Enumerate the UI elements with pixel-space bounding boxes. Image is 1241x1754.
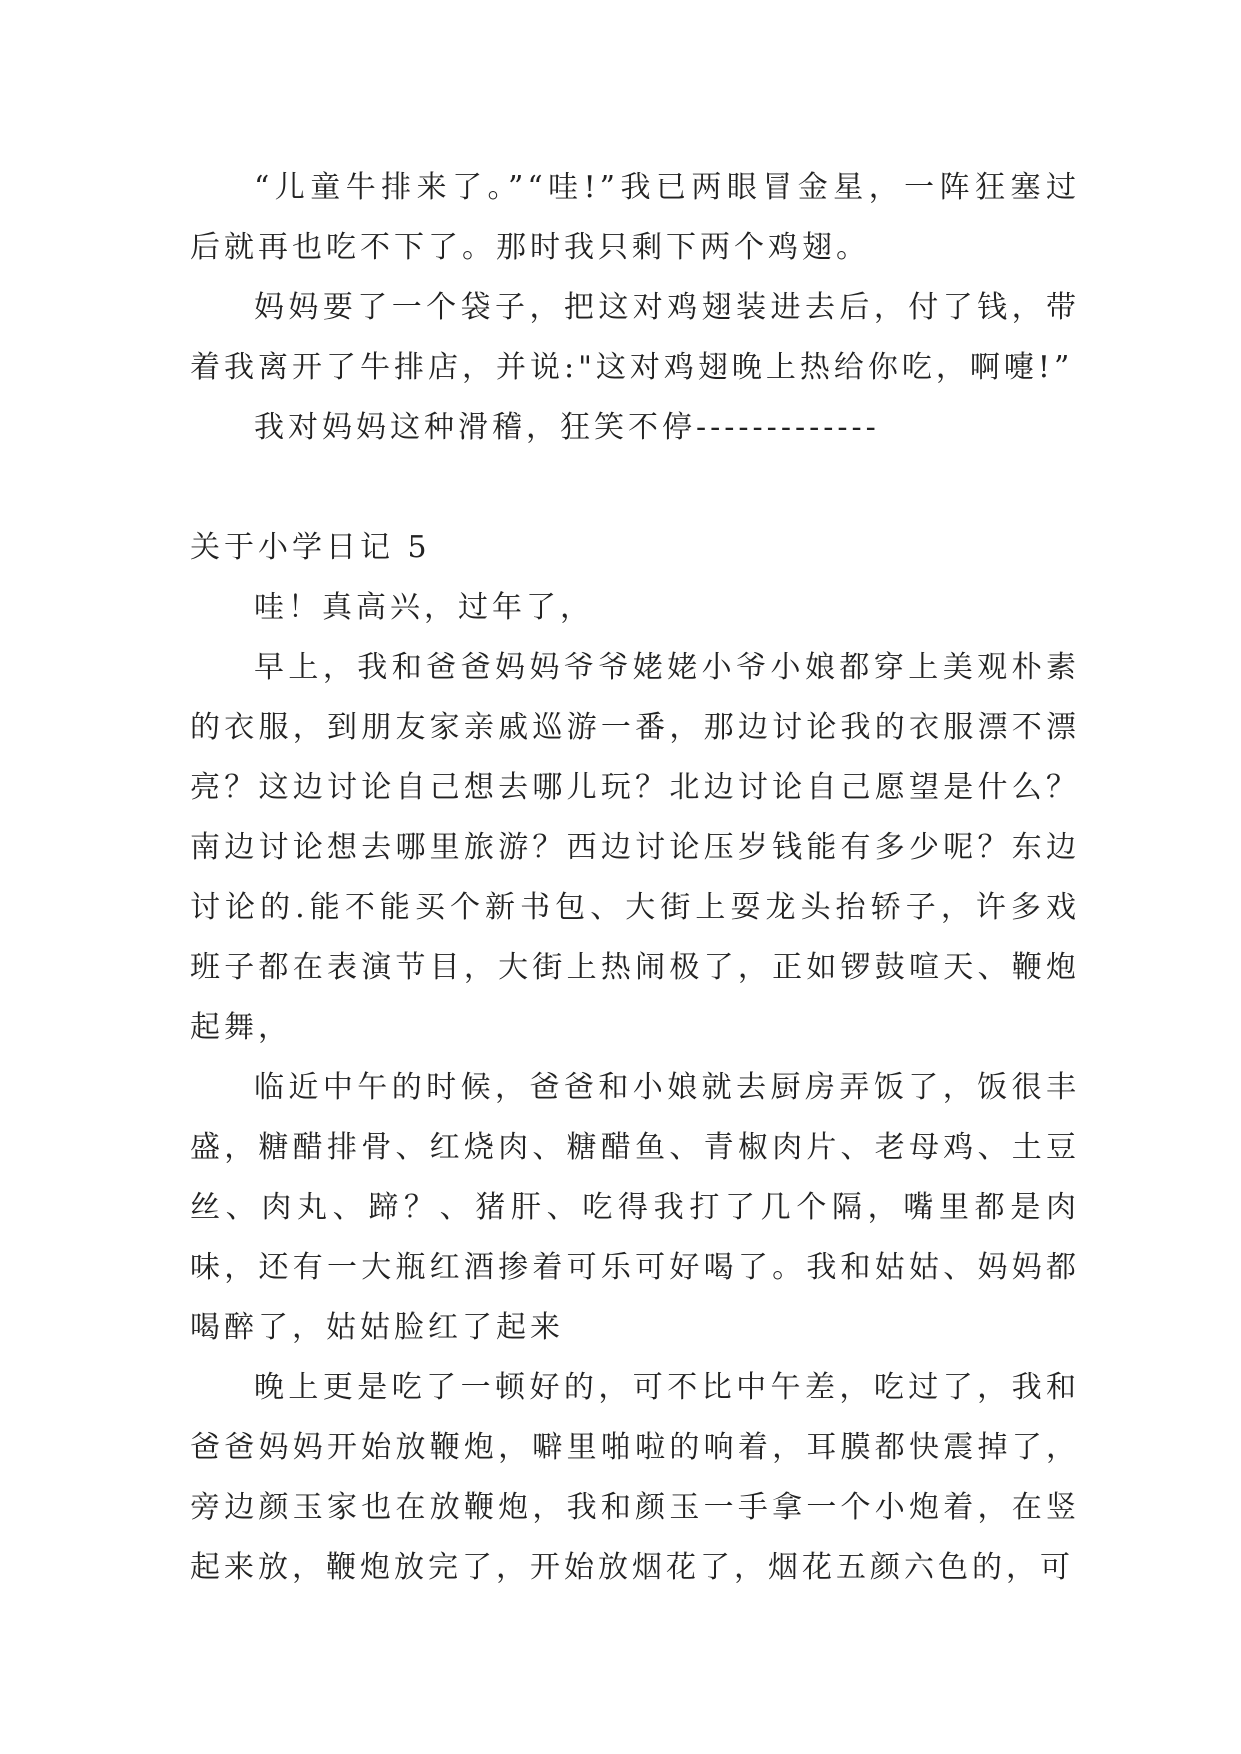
paragraph-top-3: 我对妈妈这种滑稽，狂笑不停------------- xyxy=(254,410,880,445)
paragraph-top-1: “儿童牛排来了。”“哇!”我已两眼冒金星，一阵狂塞过后就再也吃不下了。那时我只剩下两个鸡翅。 xyxy=(190,170,1080,265)
paragraph-section-1: 哇！真高兴，过年了， xyxy=(254,590,594,625)
paragraph-top-2: 妈妈要了一个袋子，把这对鸡翅装进去后，付了钱，带着我离开了牛排店，并说:"这对鸡翅晚上热给你吃，啊嚏!” xyxy=(190,290,1080,385)
document-body xyxy=(190,158,1080,1598)
paragraph-section-4: 晚上更是吃了一顿好的，可不比中午差，吃过了，我和爸爸妈妈开始放鞭炮，噼里啪啦的响着，耳膜都快震掉了，旁边颜玉家也在放鞭炮，我和颜玉一手拿一个小炮着，在竖起来放，鞭炮放完了，开始放烟花了，烟花五颜六色的，可 xyxy=(190,1370,1080,1585)
section-title: 关于小学日记 5 xyxy=(190,530,431,565)
paragraph-section-2: 早上，我和爸爸妈妈爷爷姥姥小爷小娘都穿上美观朴素的衣服，到朋友家亲戚巡游一番，那边讨论我的衣服漂不漂亮？这边讨论自己想去哪儿玩？北边讨论自己愿望是什么？南边讨论想去哪里旅游？西边讨论压岁钱能有多少呢？东边讨论的.能不能买个新书包、大街上耍龙头抬轿子，许多戏班子都在表演节目，大街上热闹极了，正如锣鼓喧天、鞭炮起舞， xyxy=(190,650,1080,1045)
paragraph-section-3: 临近中午的时候，爸爸和小娘就去厨房弄饭了，饭很丰盛，糖醋排骨、红烧肉、糖醋鱼、青椒肉片、老母鸡、土豆丝、肉丸、蹄？、猪肝、吃得我打了几个隔，嘴里都是肉味，还有一大瓶红酒掺着可乐可好喝了。我和姑姑、妈妈都喝醉了，姑姑脸红了起来 xyxy=(190,1070,1080,1345)
